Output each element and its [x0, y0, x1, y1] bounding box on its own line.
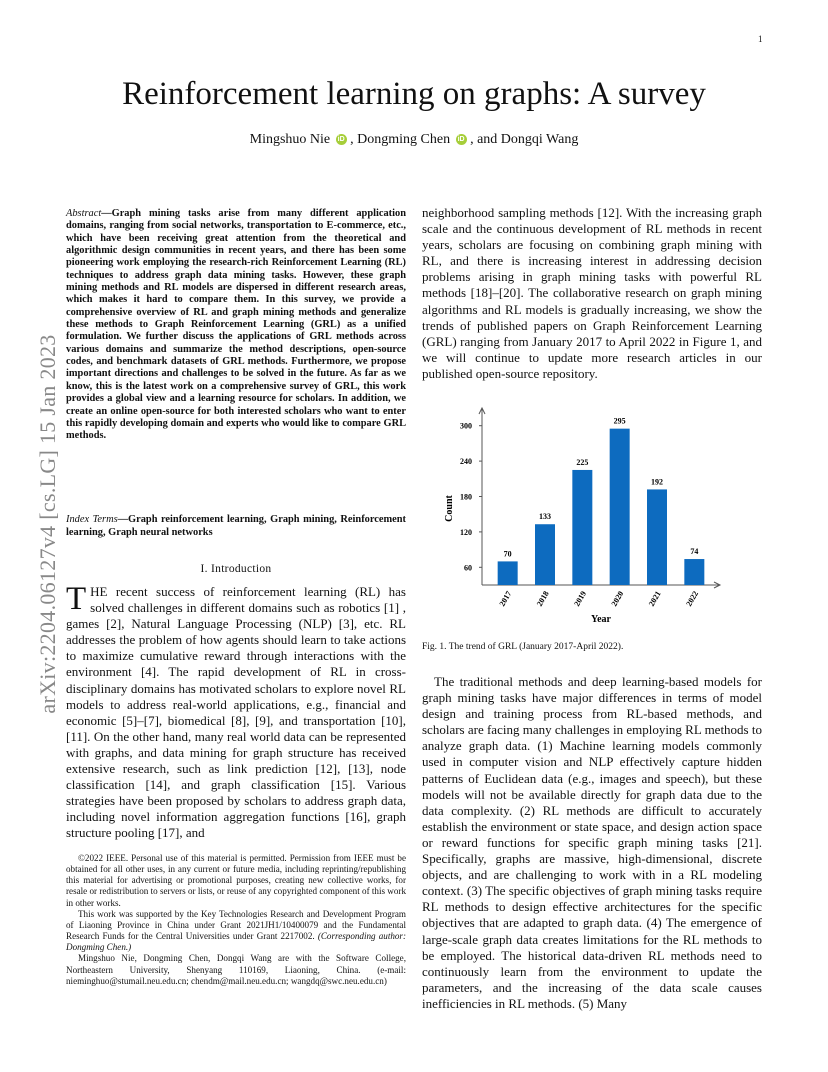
corresponding-author: (Corresponding author: Dongming Chen.)	[66, 931, 407, 953]
arxiv-stamp[interactable]: arXiv:2204.06127v4 [cs.LG] 15 Jan 2023	[35, 334, 60, 714]
x-tick-label: 2017	[497, 589, 514, 608]
intro-text: HE recent success of reinforcement learning (RL) has solved challenges in different domains such as robotics [1] , games [2], Natural Language Processing (NLP) [3], etc. RL addresses the problem of how agents should learn to take actions to maximize cumulative reward through interactions with the environment [4]. The rapid development of RL in cross-disciplinary domains has motivated scholars to explore novel RL models to address real-world applications, e.g., financial and economic [5]–[7], biomedical [8], [9], and transportation [10], [11]. On the other hand, many real world data can be represented with graphs, and data mining for graph structure has received extensive research, such as link prediction [12], [13], node classification [14], and graph classification [15]. Various strategies have been proposed by scholars to address graph data, including novel information aggregation functions [16], graph structure pooling [17], and	[66, 584, 406, 841]
x-tick-label: 2019	[572, 589, 589, 608]
paper-title: Reinforcement learning on graphs: A survey	[122, 76, 706, 112]
section-heading: I. Introduction	[200, 563, 272, 575]
x-tick-label: 2018	[534, 589, 551, 608]
orcid-icon[interactable]: iD	[337, 136, 345, 143]
abstract-text: —Graph mining tasks arise from many different application domains, ranging from social networks, transportation to E-commerce, etc., which have been receiving great attention from the theoretical and algorithmic design communities in recent years, and there has been some pioneering work employing the research-rich Reinforcement Learning (RL) techniques to address graph data mining tasks. However, these graph mining methods and RL models are dispersed in different research areas, which makes it hard to compare them. In this survey, we provide a comprehensive overview of RL and graph mining methods and generalize these methods to Graph Reinforcement Learning (GRL) as a unified formulation. We further discuss the applications of GRL methods across various domains and summarize the method descriptions, open-source codes, and benchmark datasets of GRL methods. Furthermore, we propose important directions and challenges to be solved in the future. As far as we know, this is the latest work on a comprehensive survey of GRL, this work provides a global view and a learning resource for scholars. In addition, we create an online open-source for both interested scholars who want to enter this rapidly developing domain and experts who would like to compare GRL methods.	[66, 208, 406, 442]
bar-chart	[430, 400, 730, 630]
bar-value-label: 192	[651, 477, 663, 487]
index-terms-text: —Graph reinforcement learning, Graph mining, Reinforcement learning, Graph neural networks	[66, 514, 406, 538]
abstract-lead: Abstract	[66, 208, 102, 219]
author-1: Mingshuo Nie	[249, 132, 331, 147]
bar-value-label: 70	[503, 549, 512, 559]
x-tick-label: 2022	[684, 589, 701, 608]
bar	[610, 429, 630, 585]
orcid-icon[interactable]: iD	[457, 136, 465, 143]
x-axis-label: Year	[591, 614, 611, 625]
author-list	[0, 132, 828, 148]
y-axis-label: Count	[444, 495, 455, 522]
y-tick-label: 240	[460, 457, 472, 467]
x-tick-label: 2021	[646, 589, 663, 608]
abstract	[66, 208, 406, 443]
y-tick-label: 120	[460, 527, 472, 537]
bar	[647, 489, 667, 585]
figure-caption: Fig. 1. The trend of GRL (January 2017-April 2022).	[422, 642, 624, 652]
dropcap: T	[66, 581, 87, 617]
bar-value-label: 295	[613, 416, 626, 426]
y-tick-label: 60	[464, 563, 472, 573]
intro-paragraph	[66, 581, 406, 842]
bar	[572, 470, 592, 585]
right-column-bottom-text	[422, 674, 762, 1012]
right-column-top-text: neighborhood sampling methods [12]. With the increasing graph scale and the continuous development of RL methods in recent years, scholars are focusing on combining graph mining with RL, and there is increasing interest in addressing decision problems arising in graph mining tasks with powerful RL methods [18]–[20]. The collaborative research on graph mining algorithms and RL models is gradually increasing, we show the trends of published papers on Graph Reinforcement Learning (GRL) ranging from January 2017 to April 2022 in Figure 1, and we will continue to update more research articles in our published open-source repository.	[422, 205, 762, 381]
author-3: , and Dongqi Wang	[470, 132, 579, 147]
bar	[498, 561, 518, 585]
bar-value-label: 133	[539, 512, 551, 522]
footnotes	[66, 853, 406, 987]
affiliation-note: Mingshuo Nie, Dongming Chen, Dongqi Wang are with the Software College, Northeastern University, Shenyang 110169, Liaoning, China. (e-mail: nieminghuo@stumail.neu.edu.cn; chendm@mail.neu.edu.cn; wangdq@swc.neu.edu.cn)	[66, 953, 406, 986]
bar	[535, 524, 555, 585]
x-tick-label: 2020	[609, 589, 626, 608]
page-number: 1	[758, 34, 763, 44]
funding-text: This work was supported by the Key Technologies Research and Development Program of Liaoning Province in China under Grant 2021JH1/10400079 and the Fundamental Research Funds for the Central Universities under Grant 2217002.	[66, 908, 406, 942]
index-terms	[66, 514, 406, 539]
bar-value-label: 74	[690, 547, 699, 557]
funding-note	[66, 909, 406, 954]
copyright-note: ©2022 IEEE. Personal use of this material is permitted. Permission from IEEE must be obtained for all other uses, in any current or future media, including reprinting/republishing this material for advertising or promotional purposes, creating new collective works, for resale or redistribution to servers or lists, or reuse of any copyrighted component of this work in other works.	[66, 853, 406, 908]
y-tick-label: 180	[460, 492, 472, 502]
y-tick-label: 300	[460, 421, 472, 431]
bar-value-label: 225	[576, 457, 589, 467]
index-terms-lead: Index Terms	[66, 514, 118, 525]
author-2: , Dongming Chen	[350, 132, 451, 147]
bar	[684, 559, 704, 585]
right-bottom-paragraph: The traditional methods and deep learning-based models for graph mining tasks have major differences in terms of model design and training process from RL-based methods, and scholars are facing many challenges in employing RL methods to analyze graph data. (1) Machine learning models commonly used in computer vision and NLP effectively capture hidden patterns of Euclidean data (e.g., images and speech), but these models will not be available directly for graph data due to the data complexity. (2) RL methods are difficult to accurately establish the environment or state space, and design action space or reward functions for specific graph mining tasks [21]. Specifically, graphs are massive, high-dimensional, discrete objects, and are challenging to work with in a RL modeling context. (3) The specific objectives of graph mining tasks require RL methods to design effective architectures for the specific objectives that are adapted to graph data. (4) The emergence of large-scale graph data creates limitations for the RL methods to be employed. The historical data-driven RL methods need to continuously learn from the environment to update the parameters, and the increasing of the data scale causes inefficiencies in RL methods. (5) Many	[422, 674, 762, 1011]
